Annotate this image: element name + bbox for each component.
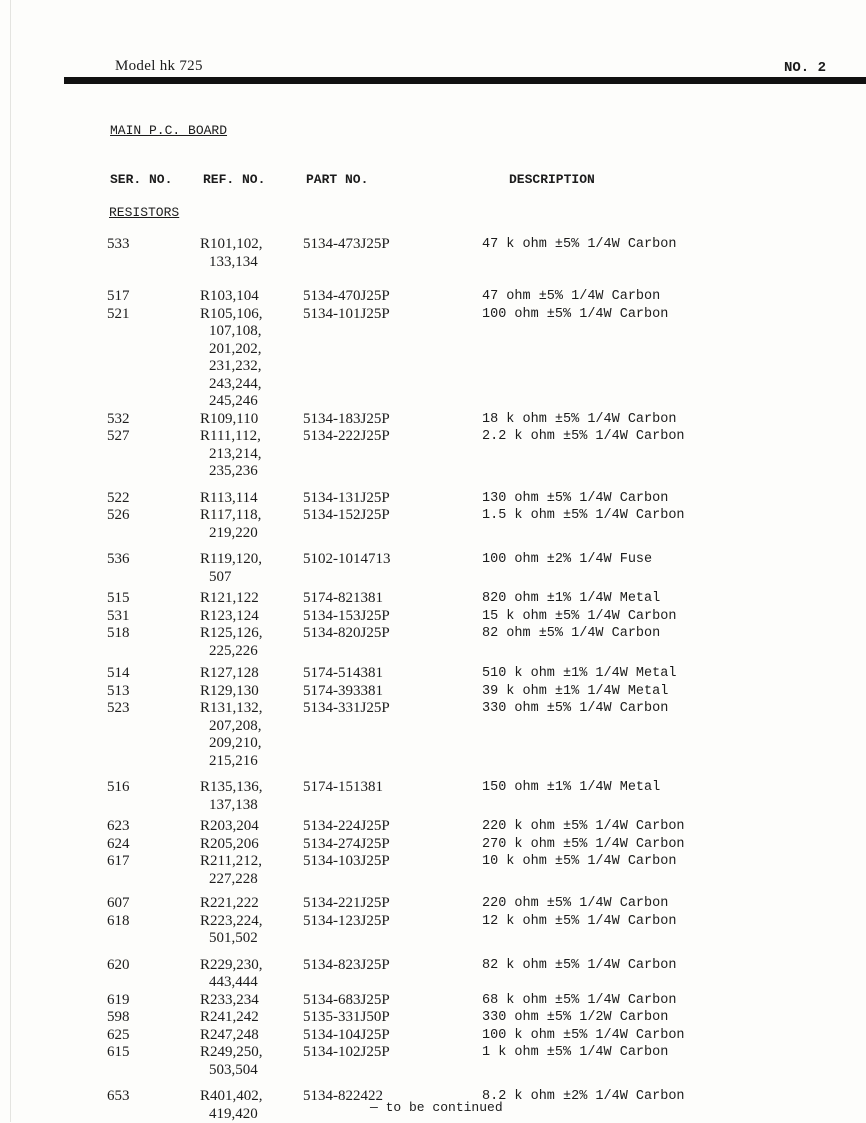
ref-no-line: 231,232,	[200, 358, 263, 376]
ser-no-cell: 513	[107, 683, 130, 701]
part-no-cell: 5174-151381	[303, 779, 383, 797]
description-cell: 330 ohm ±5% 1/2W Carbon	[482, 1009, 668, 1027]
part-no-cell: 5134-222J25P	[303, 428, 390, 446]
ser-no-cell: 615	[107, 1044, 130, 1062]
ref-no-cell	[200, 590, 259, 608]
ref-no-cell	[200, 836, 259, 854]
part-no-cell: 5134-822422	[303, 1088, 383, 1106]
ser-no-cell: 526	[107, 507, 130, 525]
ser-no-cell: 653	[107, 1088, 130, 1106]
description-cell: 2.2 k ohm ±5% 1/4W Carbon	[482, 428, 685, 446]
ref-no-line: R131,132,	[200, 700, 263, 718]
ref-no-line: 225,226	[200, 643, 263, 661]
ref-no-line: R205,206	[200, 836, 259, 854]
part-no-cell: 5134-153J25P	[303, 608, 390, 626]
description-cell: 10 k ohm ±5% 1/4W Carbon	[482, 853, 676, 871]
header-rule	[64, 77, 866, 84]
part-no-cell: 5134-131J25P	[303, 490, 390, 508]
ref-no-line: 219,220	[200, 525, 261, 543]
ref-no-line: 419,420	[200, 1106, 263, 1123]
ref-no-line: 215,216	[200, 753, 263, 771]
ref-no-line: 137,138	[200, 797, 263, 815]
ref-no-line: R117,118,	[200, 507, 261, 525]
ref-no-cell	[200, 895, 259, 913]
ser-no-cell: 521	[107, 306, 130, 324]
ref-no-line: R135,136,	[200, 779, 263, 797]
ser-no-cell: 624	[107, 836, 130, 854]
ref-no-cell	[200, 853, 262, 888]
ref-no-line: 213,214,	[200, 446, 262, 464]
ref-no-line: R121,122	[200, 590, 259, 608]
ref-no-line: 243,244,	[200, 376, 263, 394]
part-no-cell: 5134-470J25P	[303, 288, 390, 306]
ser-no-cell: 536	[107, 551, 130, 569]
description-cell: 100 k ohm ±5% 1/4W Carbon	[482, 1027, 685, 1045]
ref-no-cell	[200, 1027, 259, 1045]
part-no-cell: 5174-821381	[303, 590, 383, 608]
description-cell: 1 k ohm ±5% 1/4W Carbon	[482, 1044, 668, 1062]
ref-no-cell	[200, 507, 261, 542]
ref-no-line: R241,242	[200, 1009, 259, 1027]
part-no-cell: 5134-221J25P	[303, 895, 390, 913]
continued-note: — to be continued	[370, 1100, 503, 1115]
description-cell: 47 k ohm ±5% 1/4W Carbon	[482, 236, 676, 254]
page-margin-line	[10, 0, 11, 1122]
ref-no-line: R247,248	[200, 1027, 259, 1045]
description-cell: 270 k ohm ±5% 1/4W Carbon	[482, 836, 685, 854]
part-no-cell: 5134-274J25P	[303, 836, 390, 854]
ser-no-cell: 598	[107, 1009, 130, 1027]
ref-no-line: 227,228	[200, 871, 262, 889]
ref-no-line: 245,246	[200, 393, 263, 411]
ref-no-line: R125,126,	[200, 625, 263, 643]
model-header: Model hk 725	[115, 58, 203, 75]
ser-no-cell: 516	[107, 779, 130, 797]
part-no-cell: 5134-101J25P	[303, 306, 390, 324]
description-cell: 510 k ohm ±1% 1/4W Metal	[482, 665, 676, 683]
description-cell: 220 ohm ±5% 1/4W Carbon	[482, 895, 668, 913]
page-number: NO. 2	[784, 60, 826, 76]
ref-no-cell	[200, 992, 259, 1010]
ser-no-cell: 623	[107, 818, 130, 836]
ref-no-line: R203,204	[200, 818, 259, 836]
description-cell: 100 ohm ±2% 1/4W Fuse	[482, 551, 652, 569]
ref-no-cell	[200, 428, 262, 481]
ref-no-cell	[200, 913, 263, 948]
ref-no-line: 501,502	[200, 930, 263, 948]
ser-no-cell: 617	[107, 853, 130, 871]
ser-no-cell: 619	[107, 992, 130, 1010]
description-cell: 220 k ohm ±5% 1/4W Carbon	[482, 818, 685, 836]
part-no-cell: 5134-102J25P	[303, 1044, 390, 1062]
ref-no-cell	[200, 625, 263, 660]
part-no-cell: 5134-103J25P	[303, 853, 390, 871]
description-cell: 820 ohm ±1% 1/4W Metal	[482, 590, 660, 608]
description-cell: 8.2 k ohm ±2% 1/4W Carbon	[482, 1088, 685, 1106]
ser-no-cell: 527	[107, 428, 130, 446]
ref-no-line: R127,128	[200, 665, 259, 683]
section-title: MAIN P.C. BOARD	[110, 123, 227, 138]
part-no-cell: 5102-1014713	[303, 551, 391, 569]
ser-no-cell: 625	[107, 1027, 130, 1045]
description-cell: 130 ohm ±5% 1/4W Carbon	[482, 490, 668, 508]
ref-no-cell	[200, 1088, 263, 1123]
ref-no-line: 209,210,	[200, 735, 263, 753]
ref-no-line: R109,110	[200, 411, 258, 429]
description-cell: 68 k ohm ±5% 1/4W Carbon	[482, 992, 676, 1010]
ref-no-line: 443,444	[200, 974, 263, 992]
ser-no-cell: 517	[107, 288, 130, 306]
part-no-cell: 5134-683J25P	[303, 992, 390, 1010]
part-no-cell: 5174-514381	[303, 665, 383, 683]
ref-no-line: R111,112,	[200, 428, 262, 446]
ref-no-line: R211,212,	[200, 853, 262, 871]
ref-no-line: R105,106,	[200, 306, 263, 324]
ref-no-line: 201,202,	[200, 341, 263, 359]
part-no-cell: 5134-473J25P	[303, 236, 390, 254]
ref-no-line: R221,222	[200, 895, 259, 913]
ref-no-cell	[200, 411, 258, 429]
ref-no-cell	[200, 779, 263, 814]
ref-no-cell	[200, 490, 258, 508]
part-no-cell: 5134-104J25P	[303, 1027, 390, 1045]
ref-no-cell	[200, 288, 259, 306]
part-no-cell: 5134-224J25P	[303, 818, 390, 836]
description-cell: 39 k ohm ±1% 1/4W Metal	[482, 683, 668, 701]
column-header-description: DESCRIPTION	[509, 172, 595, 187]
ref-no-cell	[200, 306, 263, 411]
part-no-cell: 5134-152J25P	[303, 507, 390, 525]
ref-no-cell	[200, 957, 263, 992]
ser-no-cell: 618	[107, 913, 130, 931]
ref-no-cell	[200, 1044, 263, 1079]
ser-no-cell: 515	[107, 590, 130, 608]
ref-no-line: R223,224,	[200, 913, 263, 931]
ref-no-line: R229,230,	[200, 957, 263, 975]
ser-no-cell: 531	[107, 608, 130, 626]
ref-no-cell	[200, 551, 262, 586]
ref-no-cell	[200, 700, 263, 770]
description-cell: 1.5 k ohm ±5% 1/4W Carbon	[482, 507, 685, 525]
description-cell: 15 k ohm ±5% 1/4W Carbon	[482, 608, 676, 626]
ser-no-cell: 620	[107, 957, 130, 975]
description-cell: 82 ohm ±5% 1/4W Carbon	[482, 625, 660, 643]
ser-no-cell: 518	[107, 625, 130, 643]
ref-no-line: R129,130	[200, 683, 259, 701]
part-no-cell: 5134-820J25P	[303, 625, 390, 643]
ref-no-line: 507	[200, 569, 262, 587]
description-cell: 18 k ohm ±5% 1/4W Carbon	[482, 411, 676, 429]
ref-no-line: 133,134	[200, 254, 263, 272]
part-no-cell: 5135-331J50P	[303, 1009, 390, 1027]
ser-no-cell: 522	[107, 490, 130, 508]
ref-no-line: R123,124	[200, 608, 259, 626]
column-header-ref-no: REF. NO.	[203, 172, 265, 187]
part-no-cell: 5134-123J25P	[303, 913, 390, 931]
ref-no-cell	[200, 608, 259, 626]
part-no-cell: 5134-331J25P	[303, 700, 390, 718]
column-header-part-no: PART NO.	[306, 172, 368, 187]
column-header-ser-no: SER. NO.	[110, 172, 172, 187]
ref-no-line: R103,104	[200, 288, 259, 306]
ser-no-cell: 514	[107, 665, 130, 683]
ref-no-line: 235,236	[200, 463, 262, 481]
description-cell: 100 ohm ±5% 1/4W Carbon	[482, 306, 668, 324]
ref-no-line: R119,120,	[200, 551, 262, 569]
ref-no-line: R101,102,	[200, 236, 263, 254]
ref-no-line: 107,108,	[200, 323, 263, 341]
ref-no-line: 503,504	[200, 1062, 263, 1080]
part-no-cell: 5134-183J25P	[303, 411, 390, 429]
ref-no-line: R401,402,	[200, 1088, 263, 1106]
description-cell: 12 k ohm ±5% 1/4W Carbon	[482, 913, 676, 931]
ref-no-cell	[200, 683, 259, 701]
ser-no-cell: 533	[107, 236, 130, 254]
ref-no-line: R249,250,	[200, 1044, 263, 1062]
ref-no-cell	[200, 236, 263, 271]
part-no-cell: 5174-393381	[303, 683, 383, 701]
ref-no-cell	[200, 665, 259, 683]
description-cell: 330 ohm ±5% 1/4W Carbon	[482, 700, 668, 718]
ref-no-line: R233,234	[200, 992, 259, 1010]
category-label: RESISTORS	[109, 205, 179, 220]
ref-no-line: 207,208,	[200, 718, 263, 736]
ref-no-line: R113,114	[200, 490, 258, 508]
ref-no-cell	[200, 1009, 259, 1027]
ser-no-cell: 532	[107, 411, 130, 429]
description-cell: 150 ohm ±1% 1/4W Metal	[482, 779, 660, 797]
description-cell: 82 k ohm ±5% 1/4W Carbon	[482, 957, 676, 975]
ser-no-cell: 523	[107, 700, 130, 718]
ref-no-cell	[200, 818, 259, 836]
ser-no-cell: 607	[107, 895, 130, 913]
part-no-cell: 5134-823J25P	[303, 957, 390, 975]
description-cell: 47 ohm ±5% 1/4W Carbon	[482, 288, 660, 306]
